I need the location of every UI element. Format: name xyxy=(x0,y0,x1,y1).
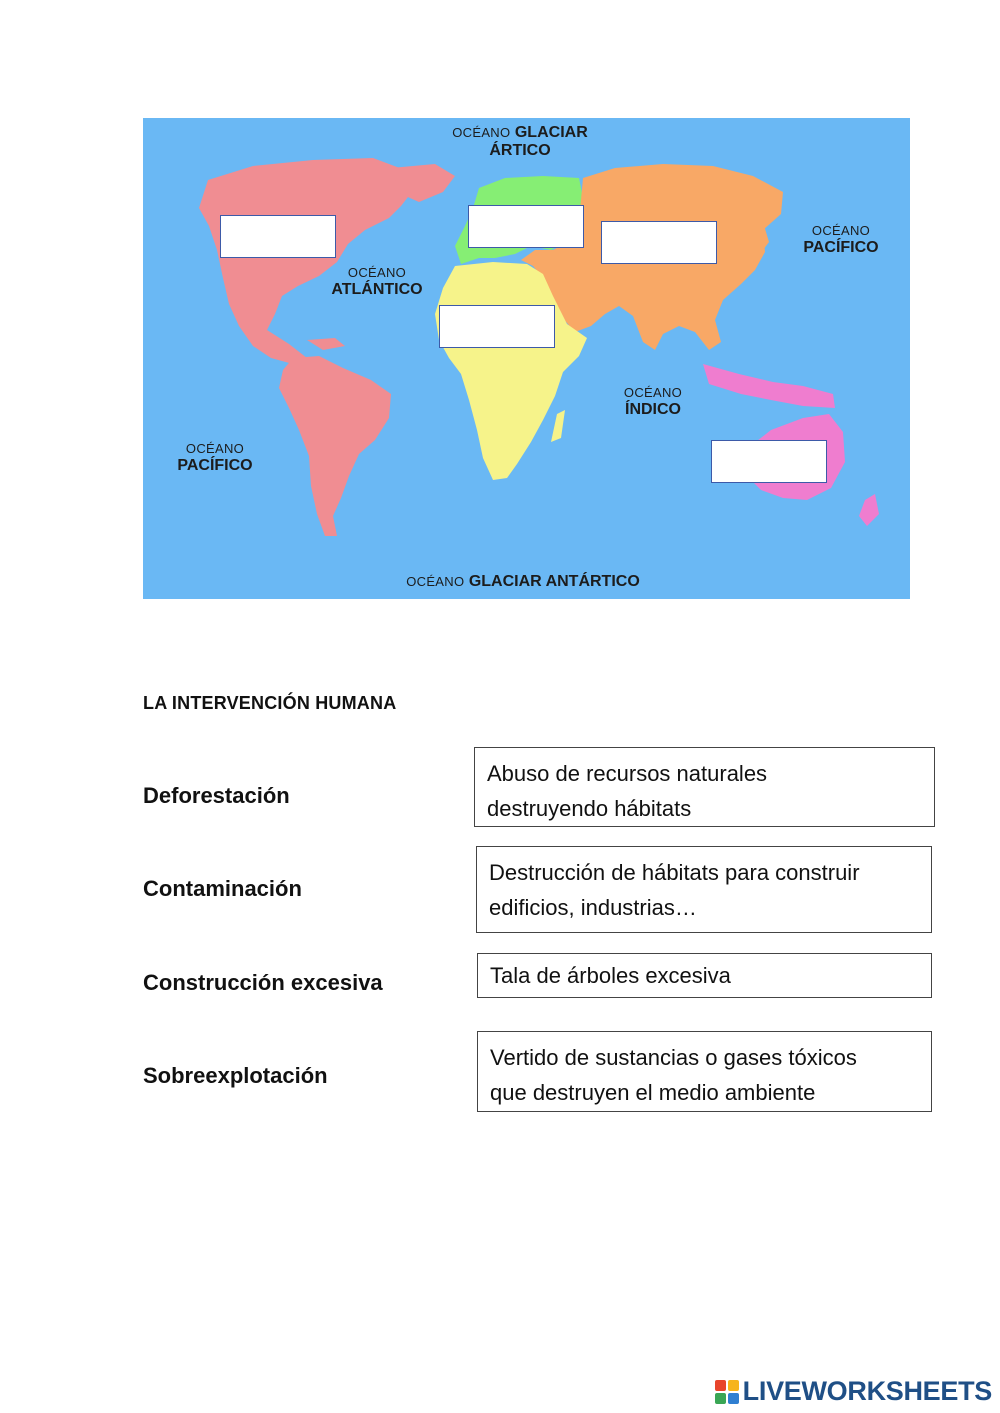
ocean-label-arctic: OCÉANO GLACIAR ÁRTICO xyxy=(452,124,588,160)
ocean-label-atlantic: OCÉANO ATLÁNTICO xyxy=(331,265,423,298)
definition-box-4[interactable] xyxy=(477,1031,932,1112)
definition-line: que destruyen el medio ambiente xyxy=(490,1080,816,1105)
section-title: LA INTERVENCIÓN HUMANA xyxy=(143,693,397,713)
definition-line: Vertido de sustancias o gases tóxicos xyxy=(490,1045,857,1070)
answer-box-asia[interactable] xyxy=(601,221,717,264)
answer-box-africa[interactable] xyxy=(439,305,555,348)
term-sobreexplotacion: Sobreexplotación xyxy=(143,1063,328,1088)
liveworksheets-logo xyxy=(715,1376,992,1407)
south-america-shape xyxy=(279,356,391,536)
term-contaminacion: Contaminación xyxy=(143,876,302,901)
definition-box-2[interactable] xyxy=(476,846,932,933)
definition-line: Abuso de recursos naturales xyxy=(487,761,768,786)
caribbean-shape xyxy=(307,338,345,350)
definition-line: Tala de árboles excesiva xyxy=(490,963,731,988)
definition-line: Destrucción de hábitats para construir xyxy=(489,860,860,885)
north-america-shape xyxy=(199,158,415,364)
term-construccion-excesiva: Construcción excesiva xyxy=(143,970,383,995)
logo-mark-icon xyxy=(715,1380,739,1404)
definition-line: destruyendo hábitats xyxy=(487,796,692,821)
ocean-label-pacific-west: OCÉANO PACÍFICO xyxy=(177,441,253,474)
definition-box-3[interactable] xyxy=(477,953,932,998)
answer-box-oceania[interactable] xyxy=(711,440,827,483)
answer-box-america[interactable] xyxy=(220,215,336,258)
brand-text: LIVEWORKSHEETS xyxy=(742,1376,992,1406)
indonesia-shape xyxy=(703,364,835,408)
ocean-label-pacific-east: OCÉANO PACÍFICO xyxy=(803,223,879,256)
world-map-drawing xyxy=(143,118,910,599)
madagascar-shape xyxy=(551,410,565,442)
ocean-label-indian: OCÉANO ÍNDICO xyxy=(623,385,683,418)
world-map xyxy=(143,118,910,599)
definition-line: edificios, industrias… xyxy=(489,895,697,920)
answer-box-europe[interactable] xyxy=(468,205,584,248)
ocean-label-antarctic: OCÉANO GLACIAR ANTÁRTICO xyxy=(406,573,640,590)
new-zealand-shape xyxy=(859,494,879,526)
term-deforestacion: Deforestación xyxy=(143,783,290,808)
definition-box-1[interactable] xyxy=(474,747,935,827)
